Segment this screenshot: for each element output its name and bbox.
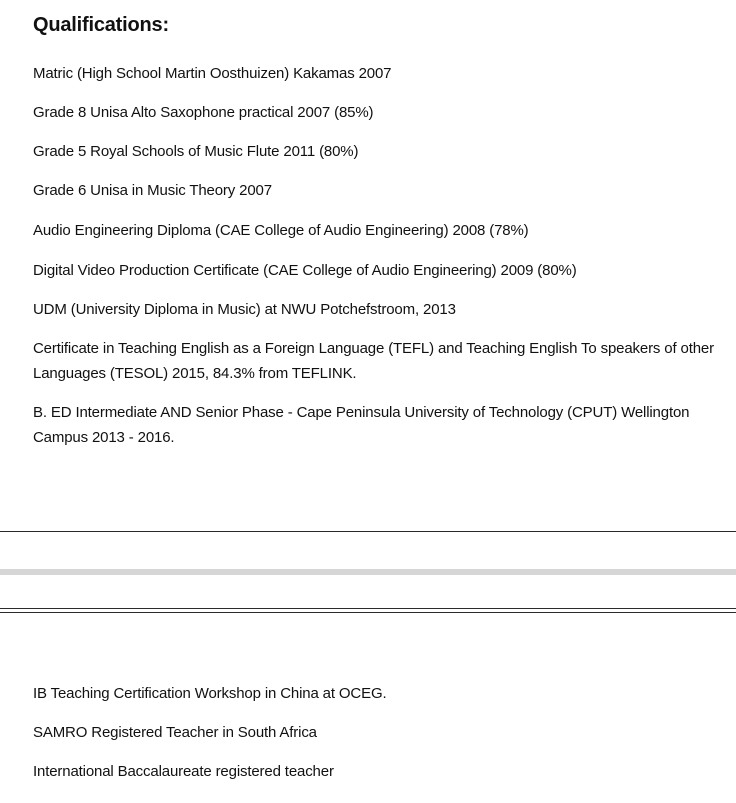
- qualification-item: Digital Video Production Certificate (CAE College of Audio Engineering) 2009 (80%): [33, 262, 577, 279]
- qualification-item: Audio Engineering Diploma (CAE College of Audio Engineering) 2008 (78%): [33, 222, 529, 239]
- page-break-gap: [0, 569, 736, 575]
- qualification-item: SAMRO Registered Teacher in South Africa: [33, 724, 317, 741]
- page-top-border: [0, 608, 736, 609]
- qualifications-heading: Qualifications:: [33, 14, 169, 36]
- qualification-item: International Baccalaureate registered teacher: [33, 763, 334, 780]
- qualification-item: B. ED Intermediate AND Senior Phase - Cape Peninsula University of Technology (CPUT) Wellington Campus 2013 - 2016.: [33, 404, 690, 446]
- qualification-item: UDM (University Diploma in Music) at NWU Potchefstroom, 2013: [33, 301, 456, 318]
- qualification-item: Certificate in Teaching English as a Foreign Language (TEFL) and Teaching English To speakers of other Languages (TESOL) 2015, 84.3% from TEFLINK.: [33, 340, 714, 382]
- qualification-item: IB Teaching Certification Workshop in China at OCEG.: [33, 685, 387, 702]
- qualification-item: Grade 5 Royal Schools of Music Flute 2011 (80%): [33, 143, 359, 160]
- qualification-item: Grade 8 Unisa Alto Saxophone practical 2007 (85%): [33, 104, 374, 121]
- qualification-item: Grade 6 Unisa in Music Theory 2007: [33, 182, 272, 199]
- qualification-item: Matric (High School Martin Oosthuizen) Kakamas 2007: [33, 65, 392, 82]
- page-bottom-border: [0, 531, 736, 532]
- page-top-border-inner: [0, 612, 736, 613]
